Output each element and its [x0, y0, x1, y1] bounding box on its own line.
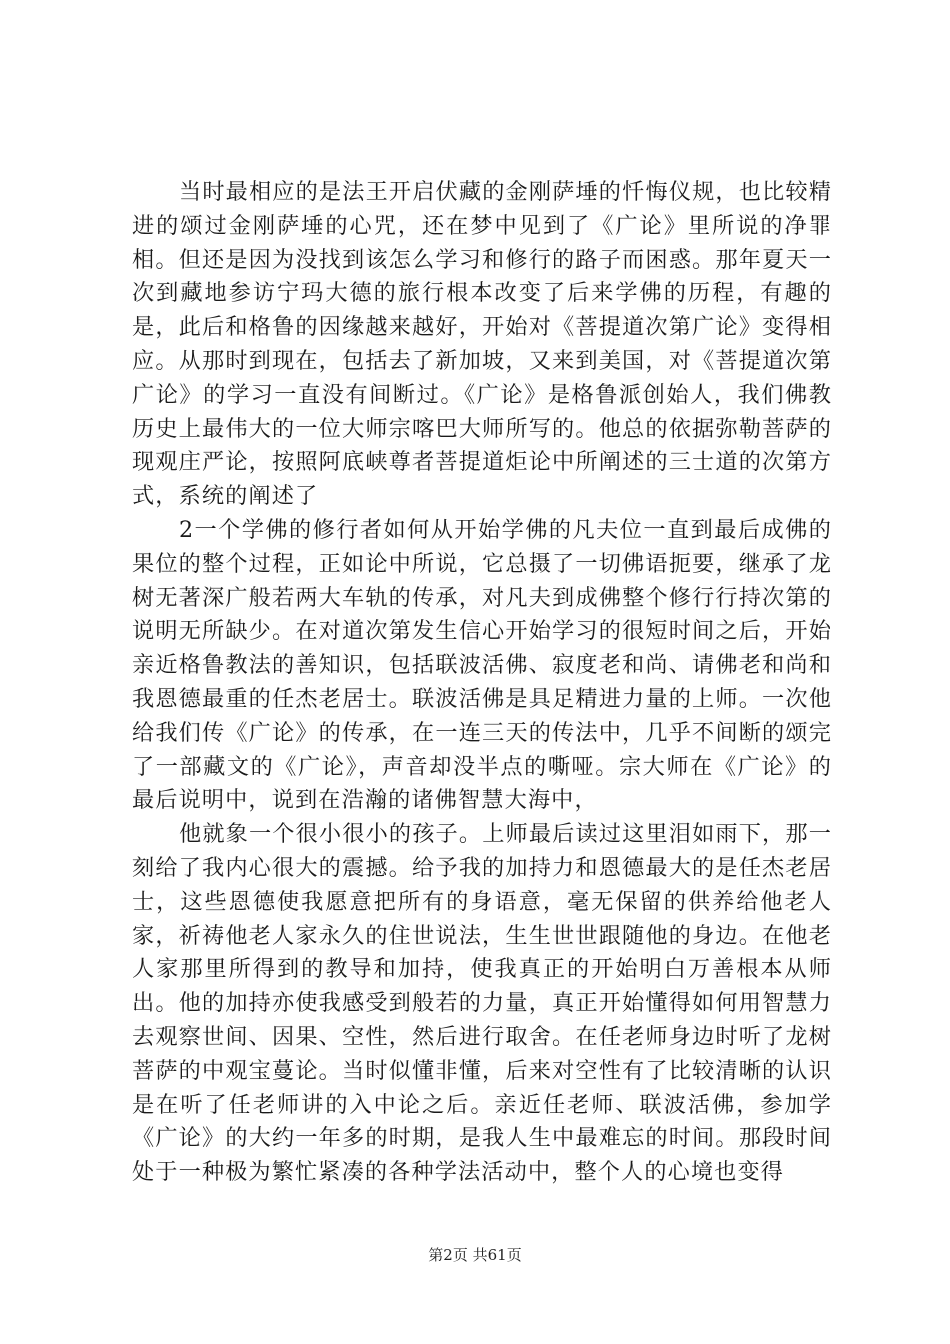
page-number-footer: 第2页 共61页 [428, 1246, 522, 1264]
paragraph-2: 2一个学佛的修行者如何从开始学佛的凡夫位一直到最后成佛的果位的整个过程，正如论中所说，它总摄了一切佛语扼要，继承了龙树无著深广般若两大车轨的传承，对凡夫到成佛整个修行行持次第的说明无所缺少。在对道次第发生信心开始学习的很短时间之后，开始亲近格鲁教法的善知识，包括联波活佛、寂度老和尚、请佛老和尚和我恩德最重的任杰老居士。联波活佛是具足精进力量的上师。一次他给我们传《广论》的传承，在一连三天的传法中，几乎不间断的颂完了一部藏文的《广论》，声音却没半点的嘶哑。宗大师在《广论》的最后说明中，说到在浩瀚的诸佛智慧大海中， [132, 516, 832, 814]
paragraph-1: 当时最相应的是法王开启伏藏的金刚萨埵的忏悔仪规，也比较精进的颂过金刚萨埵的心咒，还在梦中见到了《广论》里所说的净罪相。但还是因为没找到该怎么学习和修行的路子而困惑。那年夏天一次到藏地参访宁玛大德的旅行根本改变了后来学佛的历程，有趣的是，此后和格鲁的因缘越来越好，开始对《菩提道次第广论》变得相应。从那时到现在，包括去了新加坡，又来到美国，对《菩提道次第广论》的学习一直没有间断过。《广论》是格鲁派创始人，我们佛教历史上最伟大的一位大师宗喀巴大师所写的。他总的依据弥勒菩萨的现观庄严论，按照阿底峡尊者菩提道炬论中所阐述的三士道的次第方式，系统的阐述了 [132, 179, 832, 510]
paragraph-3: 他就象一个很小很小的孩子。上师最后读过这里泪如雨下，那一刻给了我内心很大的震撼。给予我的加持力和恩德最大的是任杰老居士，这些恩德使我愿意把所有的身语意，毫无保留的供养给他老人家，祈祷他老人家永久的住世说法，生生世世跟随他的身边。在他老人家那里所得到的教导和加持，使我真正的开始明白万善根本从师出。他的加持亦使我感受到般若的力量，真正开始懂得如何用智慧力去观察世间、因果、空性，然后进行取舍。在任老师身边时听了龙树菩萨的中观宝蔓论。当时似懂非懂，后来对空性有了比较清晰的认识是在听了任老师讲的入中论之后。亲近任老师、联波活佛，参加学《广论》的大约一年多的时期，是我人生中最难忘的时间。那段时间处于一种极为繁忙紧凑的各种学法活动中，整个人的心境也变得 [132, 821, 832, 1186]
body-text [132, 176, 832, 1190]
